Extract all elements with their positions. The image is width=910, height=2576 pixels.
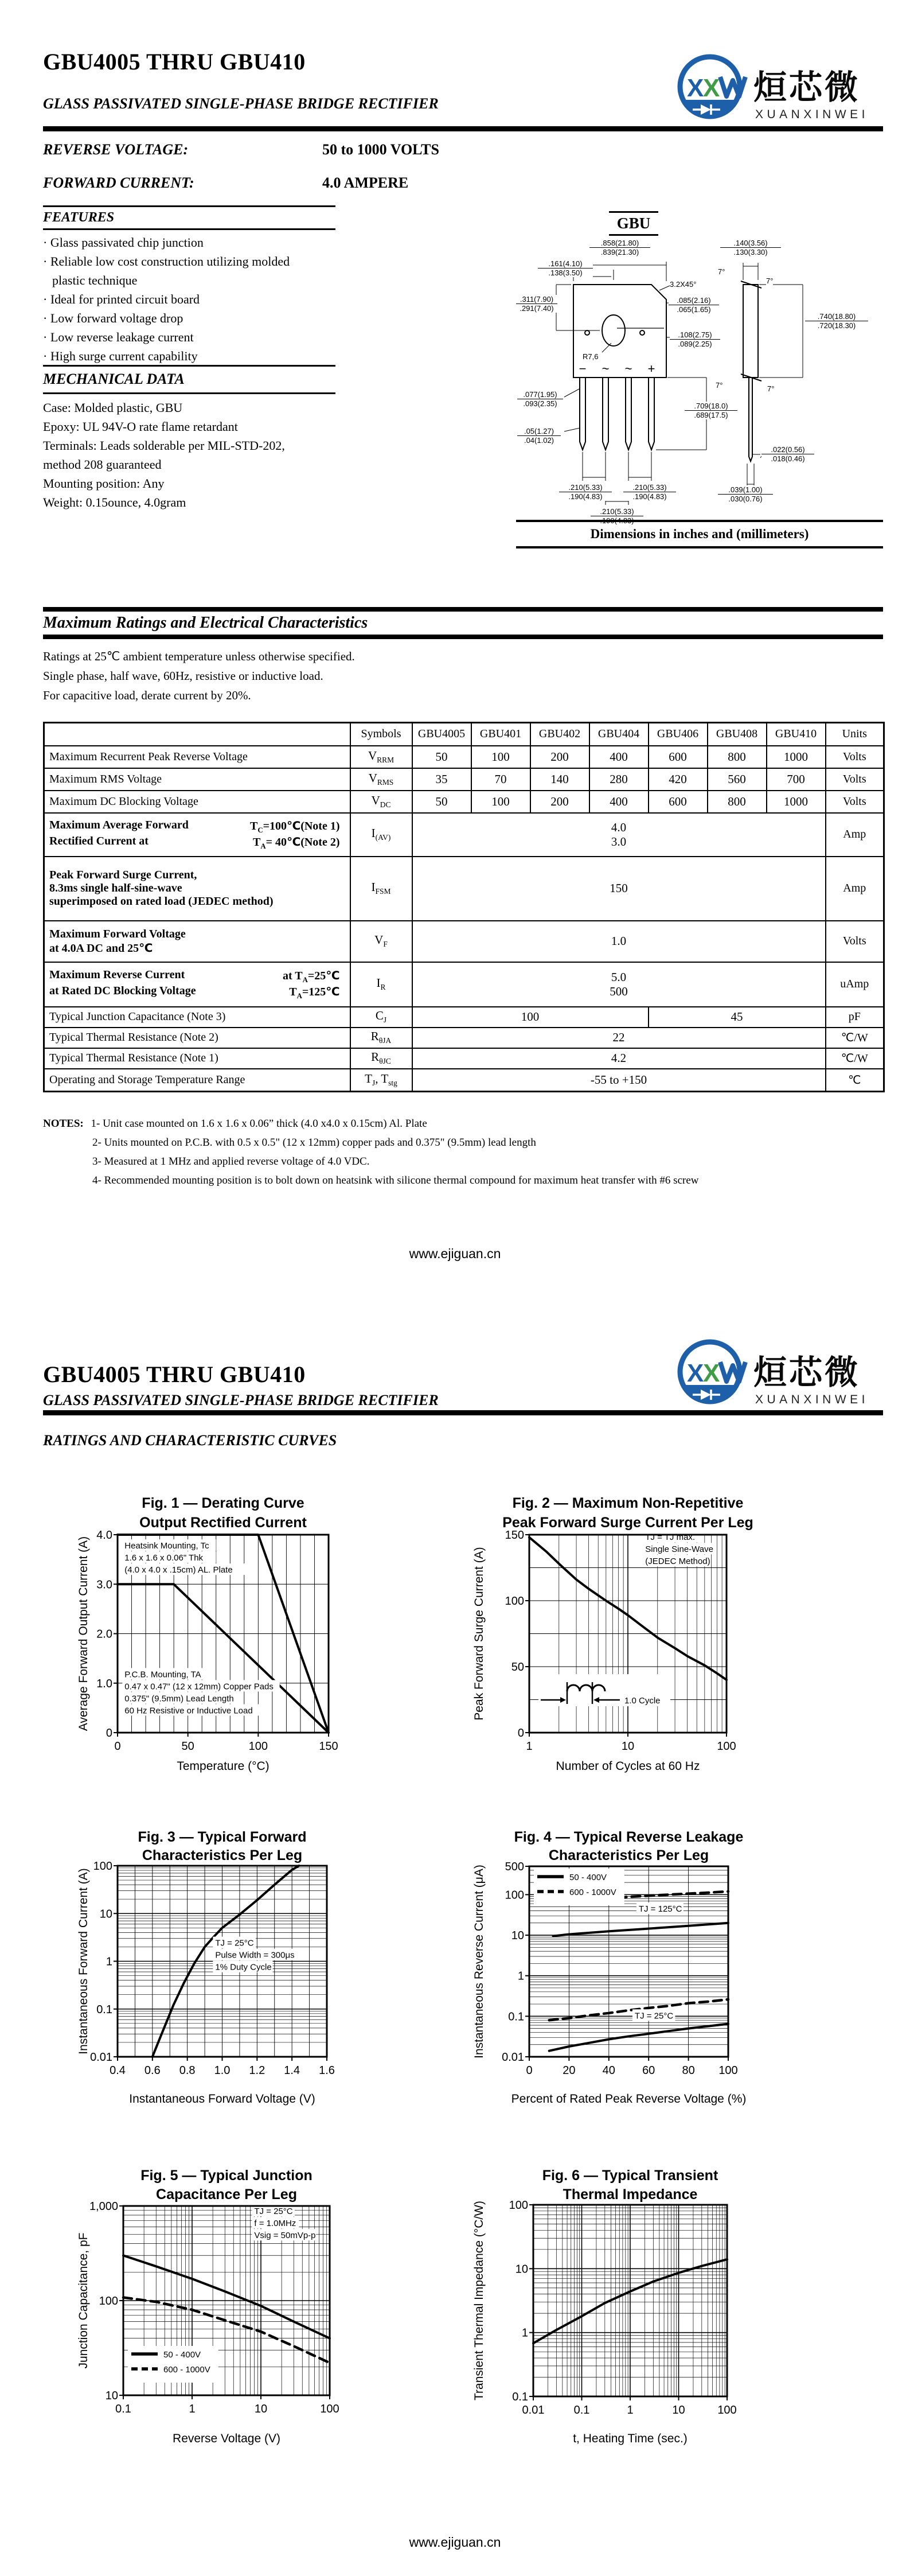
- svg-text:150: 150: [319, 1740, 338, 1753]
- page2-header-divider: [43, 1410, 883, 1415]
- svg-text:TJ = 25°C: TJ = 25°C: [254, 2207, 293, 2217]
- svg-text:TJ = 25°C: TJ = 25°C: [215, 1938, 254, 1948]
- svg-text:0.8: 0.8: [179, 2064, 196, 2077]
- dim-side-thickness-top: .140(3.56) .130(3.30): [720, 239, 781, 256]
- fig1-chart: [75, 1480, 470, 1784]
- logo-english-name: XUANXINWEI: [755, 108, 869, 121]
- svg-text:20: 20: [563, 2064, 576, 2077]
- svg-text:0.1: 0.1: [573, 2404, 590, 2417]
- svg-text:Fig. 4 — Typical Reverse Leaka: Fig. 4 — Typical Reverse Leakage: [514, 1829, 744, 1845]
- dim-chamfer-step: .085(2.16) .065(1.65): [669, 296, 719, 314]
- svg-text:2.0: 2.0: [96, 1628, 112, 1641]
- dim-left-height: .311(7.90) .291(7.40): [516, 295, 557, 313]
- svg-text:0.01: 0.01: [502, 2051, 524, 2064]
- features-rule-bottom: [43, 228, 335, 230]
- svg-text:0.1: 0.1: [115, 2403, 131, 2415]
- page-subtitle: GLASS PASSIVATED SINGLE-PHASE BRIDGE RECTIFIER: [43, 95, 439, 112]
- table-row-cj: Typical Junction Capacitance (Note 3) $C_J$ 100 45 pF: [44, 1007, 884, 1028]
- page2-footer-url[interactable]: www.ejiguan.cn: [409, 2535, 501, 2550]
- svg-text:1.6 x 1.6 x 0.06" Thk: 1.6 x 1.6 x 0.06" Thk: [124, 1553, 204, 1563]
- page1-footer-url[interactable]: www.ejiguan.cn: [409, 1246, 501, 1261]
- table-row-tj-tstg: Operating and Storage Temperature Range $T_J$, $T_{stg}$ -55 to +150 ℃: [44, 1069, 884, 1092]
- mech-line: Terminals: Leads solderable per MIL-STD-202,: [43, 438, 285, 453]
- svg-text:X: X: [687, 1359, 704, 1387]
- svg-text:0: 0: [114, 1740, 121, 1753]
- dim-angle-4: 7°: [767, 384, 775, 393]
- fig6-chart: [470, 2154, 872, 2464]
- package-name-box: [596, 211, 671, 236]
- svg-text:100: 100: [505, 1595, 524, 1608]
- reverse-voltage-value: 50 to 1000 VOLTS: [322, 141, 439, 158]
- note-1: 1- Unit case mounted on 1.6 x 1.6 x 0.06” thick (4.0 x4.0 x 0.15cm) Al. Plate: [91, 1118, 427, 1130]
- dim-lead-width: .05(1.27) .04(1.02): [517, 427, 561, 445]
- dim-pitch-left: .210(5.33) .190(4.83): [559, 483, 612, 501]
- feature-item: · Low forward voltage drop: [43, 311, 183, 325]
- logo-letter-x1: X: [687, 74, 704, 102]
- col-gbu408: GBU408: [708, 723, 767, 746]
- svg-text:0.4: 0.4: [110, 2064, 126, 2077]
- col-gbu404: GBU404: [589, 723, 649, 746]
- svg-text:Thermal Impedance: Thermal Impedance: [563, 2186, 698, 2203]
- svg-text:50 - 400V: 50 - 400V: [569, 1873, 607, 1882]
- dim-pitch-right: .210(5.33) .190(4.83): [623, 483, 676, 501]
- svg-text:P.C.B. Mounting, TA: P.C.B. Mounting, TA: [124, 1670, 201, 1680]
- svg-text:(JEDEC Method): (JEDEC Method): [645, 1557, 710, 1567]
- svg-text:(4.0 x 4.0 x .15cm) AL. Plate: (4.0 x 4.0 x .15cm) AL. Plate: [124, 1565, 233, 1575]
- table-row-vrrm: Maximum Recurrent Peak Reverse Voltage $V_{RRM}$ 50 100 200 400 600 800 1000 Volts: [44, 746, 884, 768]
- ratings-condition-2: Single phase, half wave, 60Hz, resistive or inductive load.: [43, 669, 323, 683]
- page2-subtitle: GLASS PASSIVATED SINGLE-PHASE BRIDGE RECTIFIER: [43, 1392, 439, 1408]
- logo-chinese-name: 烜芯微: [753, 69, 861, 106]
- table-row-vdc: Maximum DC Blocking Voltage $V_{DC}$ 50 100 200 400 600 800 1000 Volts: [44, 791, 884, 813]
- package-diagram: [516, 240, 883, 527]
- col-units: Units: [826, 723, 884, 746]
- svg-text:0.6: 0.6: [144, 2064, 161, 2077]
- svg-text:10: 10: [99, 1908, 112, 1921]
- svg-text:10: 10: [254, 2403, 268, 2415]
- dim-angle-2: 7°: [766, 277, 774, 285]
- table-row-ir: Maximum Reverse Current at $T_A=25℃$ at Rated DC Blocking Voltage $T_A=125℃$ $I_R$ 5.0 500 uAmp: [44, 962, 884, 1007]
- feature-item: · Glass passivated chip junction: [43, 235, 204, 250]
- table-row-ifsm: Peak Forward Surge Current, 8.3ms single half-sine-wave superimposed on rated load (JEDEC method) $I_{FSM}$ 150 Amp: [44, 857, 884, 921]
- mech-line: Mounting position: Any: [43, 476, 165, 491]
- svg-text:Reverse Voltage (V): Reverse Voltage (V): [173, 2432, 280, 2445]
- ratings-rule-bottom: [43, 635, 883, 639]
- table-row-iav: Maximum Average Forward $T_C=100℃(Note$ 1) Rectified Current at $T_A=$ 40℃(Note 2) $I_{(AV)}$ 4.0 3.0 Amp: [44, 813, 884, 857]
- svg-text:0: 0: [517, 1727, 524, 1740]
- svg-text:0.375" (9.5mm) Lead Length: 0.375" (9.5mm) Lead Length: [124, 1694, 234, 1704]
- svg-text:100: 100: [99, 2295, 118, 2307]
- svg-text:0.1: 0.1: [512, 2391, 528, 2403]
- svg-text:Fig. 2 — Maximum Non-Repetitiv: Fig. 2 — Maximum Non-Repetitive: [512, 1495, 744, 1511]
- mech-line: Case: Molded plastic, GBU: [43, 400, 183, 415]
- svg-text:1% Duty Cycle: 1% Duty Cycle: [215, 1962, 272, 1972]
- svg-text:Heatsink Mounting, Tc: Heatsink Mounting, Tc: [124, 1541, 209, 1551]
- svg-text:烜芯微: 烜芯微: [753, 1354, 861, 1391]
- svg-text:0.47 x 0.47" (12 x 12mm) Coppe: 0.47 x 0.47" (12 x 12mm) Copper Pads: [124, 1682, 274, 1692]
- fig5-chart: [75, 2154, 470, 2464]
- svg-text:100: 100: [717, 2404, 737, 2417]
- notes-label: NOTES:: [43, 1118, 84, 1130]
- svg-text:Fig. 6 — Typical Transient: Fig. 6 — Typical Transient: [542, 2168, 718, 2184]
- company-logo: [675, 1336, 883, 1410]
- feature-item: · Low reverse leakage current: [43, 330, 194, 344]
- table-row-vrms: Maximum RMS Voltage $V_{RMS}$ 35 70 140 280 420 560 700 Volts: [44, 768, 884, 791]
- svg-text:0: 0: [526, 2064, 533, 2077]
- svg-text:100: 100: [718, 2064, 738, 2077]
- ratings-rule-top: [43, 607, 883, 612]
- dim-hole-offset: .161(4.10) .138(3.50): [538, 259, 593, 277]
- svg-text:f = 1.0MHz: f = 1.0MHz: [254, 2219, 296, 2229]
- note-3: 3- Measured at 1 MHz and applied reverse voltage of 4.0 VDC.: [92, 1155, 370, 1168]
- svg-text:100: 100: [717, 1740, 736, 1753]
- svg-text:1.0: 1.0: [214, 2064, 231, 2077]
- mech-rule-bottom: [43, 392, 335, 394]
- mechanical-data-heading: MECHANICAL DATA: [43, 371, 185, 387]
- svg-text:60 Hz Resistive or Inductive L: 60 Hz Resistive or Inductive Load: [124, 1706, 253, 1716]
- svg-text:40: 40: [602, 2064, 615, 2077]
- fig2-chart: [470, 1480, 872, 1784]
- dim-pitch-center: .210(5.33) .190(4.83): [591, 507, 643, 525]
- svg-text:Capacitance Per Leg: Capacitance Per Leg: [156, 2186, 297, 2203]
- svg-text:80: 80: [682, 2064, 695, 2077]
- ratings-table: [43, 722, 885, 1092]
- svg-text:1,000: 1,000: [89, 2200, 118, 2213]
- features-list: [43, 233, 364, 365]
- svg-text:100: 100: [320, 2403, 339, 2415]
- dim-top-width: .858(21.80) .839(21.30): [589, 239, 650, 256]
- svg-text:Single Sine-Wave: Single Sine-Wave: [645, 1544, 713, 1555]
- svg-text:100: 100: [509, 2199, 528, 2212]
- mech-line: Epoxy: UL 94V-O rate flame retardant: [43, 419, 238, 434]
- page-title: GBU4005 THRU GBU410: [43, 49, 306, 75]
- logo-wave-icon: [720, 77, 745, 96]
- svg-text:1.0: 1.0: [96, 1677, 112, 1690]
- svg-text:600 - 1000V: 600 - 1000V: [163, 2365, 210, 2375]
- curves-section-heading: RATINGS AND CHARACTERISTIC CURVES: [43, 1432, 337, 1449]
- svg-text:Instantaneous Reverse Current: Instantaneous Reverse Current (μA): [472, 1865, 486, 2059]
- svg-text:XUANXINWEI: XUANXINWEI: [755, 1393, 869, 1406]
- package-name: GBU: [609, 211, 659, 236]
- svg-text:50: 50: [511, 1661, 524, 1674]
- dim-side-height: .740(18.80) .720(18.30): [805, 312, 868, 330]
- feature-item: · Reliable low cost construction utilizing molded: [43, 254, 290, 269]
- table-row-rthja: Typical Thermal Resistance (Note 2) $R_{\theta JA}$ 22 ℃/W: [44, 1028, 884, 1048]
- svg-text:Characteristics Per Leg: Characteristics Per Leg: [142, 1847, 303, 1863]
- polarity-ac2: ~: [624, 361, 632, 376]
- feature-item: plastic technique: [52, 273, 138, 287]
- feature-item: · High surge current capability: [43, 349, 198, 363]
- svg-text:Peak Forward Surge Current (A): Peak Forward Surge Current (A): [472, 1547, 486, 1721]
- dim-lead-length: .709(18.0) .689(17.5): [685, 402, 737, 419]
- svg-text:50 - 400V: 50 - 400V: [163, 2350, 201, 2360]
- header-divider: [43, 126, 883, 131]
- svg-text:4.0: 4.0: [96, 1529, 112, 1542]
- svg-text:TJ = TJ max.: TJ = TJ max.: [645, 1532, 696, 1543]
- svg-text:60: 60: [642, 2064, 655, 2077]
- svg-text:10: 10: [515, 2263, 528, 2276]
- logo-letter-x2: X: [703, 74, 720, 102]
- svg-text:50: 50: [181, 1740, 194, 1753]
- company-logo: [675, 50, 883, 125]
- features-heading: FEATURES: [43, 210, 115, 225]
- svg-text:600 - 1000V: 600 - 1000V: [569, 1888, 616, 1897]
- svg-text:Percent of Rated Peak Reverse: Percent of Rated Peak Reverse Voltage (%): [511, 2092, 747, 2106]
- ratings-heading: Maximum Ratings and Electrical Characteristics: [43, 614, 368, 632]
- svg-text:1: 1: [106, 1955, 112, 1968]
- svg-text:1.4: 1.4: [284, 2064, 300, 2077]
- svg-text:t, Heating Time (sec.): t, Heating Time (sec.): [573, 2432, 688, 2445]
- logo-graphic-icon: [675, 1336, 883, 1410]
- svg-text:0: 0: [106, 1727, 112, 1740]
- svg-text:1: 1: [517, 1970, 524, 1983]
- table-row-rthjc: Typical Thermal Resistance (Note 1) $R_{\theta JC}$ 4.2 ℃/W: [44, 1048, 884, 1069]
- svg-text:100: 100: [93, 1860, 112, 1873]
- svg-text:100: 100: [248, 1740, 268, 1753]
- svg-text:Junction Capacitance, pF: Junction Capacitance, pF: [77, 2232, 90, 2369]
- ratings-condition-3: For capacitive load, derate current by 20%.: [43, 688, 251, 702]
- svg-text:Number of Cycles at 60 Hz: Number of Cycles at 60 Hz: [556, 1760, 700, 1773]
- notes-block: [43, 1114, 886, 1190]
- col-gbu406: GBU406: [649, 723, 708, 746]
- feature-item: · Ideal for printed circuit board: [43, 292, 200, 306]
- svg-text:Output Rectified Current: Output Rectified Current: [139, 1515, 307, 1531]
- svg-text:1.6: 1.6: [319, 2064, 335, 2077]
- polarity-ac1: ~: [602, 361, 610, 376]
- mech-line: Weight: 0.15ounce, 4.0gram: [43, 495, 186, 509]
- svg-text:500: 500: [505, 1861, 524, 1873]
- svg-text:Pulse Width = 300μs: Pulse Width = 300μs: [215, 1950, 295, 1960]
- svg-text:0.1: 0.1: [96, 2003, 112, 2016]
- svg-text:Characteristics Per Leg: Characteristics Per Leg: [548, 1847, 709, 1863]
- svg-text:0.1: 0.1: [508, 2010, 524, 2024]
- svg-text:10: 10: [672, 2404, 685, 2417]
- svg-text:TJ = 125°C: TJ = 125°C: [638, 1904, 682, 1915]
- page2-title: GBU4005 THRU GBU410: [43, 1361, 306, 1387]
- svg-text:1: 1: [521, 2326, 528, 2340]
- svg-text:Instantaneous Forward Voltage: Instantaneous Forward Voltage (V): [129, 2092, 315, 2106]
- logo-graphic-icon: [675, 50, 883, 125]
- table-header-row: [44, 723, 884, 746]
- polarity-plus: +: [647, 361, 655, 376]
- svg-text:100: 100: [505, 1889, 524, 1902]
- dim-angle-3: 7°: [716, 381, 723, 390]
- dim-right-step: .108(2.75) .089(2.25): [670, 330, 720, 348]
- svg-text:Temperature (°C): Temperature (°C): [177, 1760, 270, 1773]
- col-gbu410: GBU410: [767, 723, 826, 746]
- svg-text:150: 150: [505, 1529, 524, 1542]
- mech-rule-top: [43, 365, 335, 367]
- svg-text:3.0: 3.0: [96, 1578, 112, 1591]
- dim-angle-1: 7°: [718, 267, 725, 276]
- svg-text:Fig. 5 — Typical Junction: Fig. 5 — Typical Junction: [140, 2168, 313, 2184]
- svg-text:X: X: [703, 1359, 720, 1387]
- svg-text:0.01: 0.01: [90, 2051, 112, 2064]
- svg-text:1: 1: [526, 1740, 533, 1753]
- forward-current-label: FORWARD CURRENT:: [43, 174, 194, 191]
- col-gbu4005: GBU4005: [412, 723, 471, 746]
- svg-text:Transient Thermal Impedance (°: Transient Thermal Impedance (°C/W): [472, 2200, 486, 2401]
- note-4: 4- Recommended mounting position is to bolt down on heatsink with silicone thermal compound for maximum heat transfer with #6 screw: [92, 1174, 699, 1186]
- mechanical-data-list: [43, 398, 387, 512]
- svg-text:0.01: 0.01: [522, 2404, 545, 2417]
- svg-text:Fig. 3 — Typical Forward: Fig. 3 — Typical Forward: [138, 1829, 307, 1845]
- svg-text:Fig. 1 — Derating Curve: Fig. 1 — Derating Curve: [142, 1495, 304, 1511]
- svg-text:Average Forward Output Current: Average Forward Output Current (A): [77, 1536, 90, 1731]
- svg-text:Peak Forward Surge Current Per: Peak Forward Surge Current Per Leg: [502, 1515, 753, 1531]
- svg-text:1: 1: [627, 2404, 634, 2417]
- dim-chamfer: 3.2X45°: [670, 280, 697, 289]
- svg-text:1: 1: [189, 2403, 196, 2415]
- col-gbu402: GBU402: [530, 723, 589, 746]
- svg-text:10: 10: [105, 2390, 118, 2402]
- svg-text:Instantaneous Forward Current: Instantaneous Forward Current (A): [77, 1868, 90, 2054]
- table-row-vf: Maximum Forward Voltage at 4.0A DC and 25℃ $V_F$ 1.0 Volts: [44, 921, 884, 962]
- svg-text:1.2: 1.2: [249, 2064, 265, 2077]
- col-gbu401: GBU401: [471, 723, 530, 746]
- polarity-minus: −: [579, 361, 587, 376]
- dim-lead-tip: .022(0.56) .018(0.46): [761, 445, 814, 463]
- svg-text:10: 10: [511, 1929, 524, 1943]
- svg-text:10: 10: [621, 1740, 635, 1753]
- fig3-chart: [75, 1813, 470, 2123]
- features-rule-top: [43, 205, 335, 207]
- svg-text:TJ = 25°C: TJ = 25°C: [634, 2011, 674, 2021]
- col-symbols: Symbols: [350, 723, 412, 746]
- package-caption: Dimensions in inches and (millimeters): [516, 520, 883, 548]
- dim-lead-offset: .077(1.95) .093(2.35): [517, 390, 563, 408]
- note-2: 2- Units mounted on P.C.B. with 0.5 x 0.5" (12 x 12mm) copper pads and 0.375" (9.5mm) lead length: [92, 1137, 536, 1149]
- fig4-chart: [470, 1813, 872, 2123]
- ratings-condition-1: Ratings at 25℃ ambient temperature unless otherwise specified.: [43, 649, 355, 663]
- svg-text:Vsig = 50mVp-p: Vsig = 50mVp-p: [254, 2231, 316, 2241]
- forward-current-value: 4.0 AMPERE: [322, 174, 409, 191]
- mech-line: method 208 guaranteed: [43, 457, 162, 472]
- svg-text:1.0 Cycle: 1.0 Cycle: [624, 1696, 661, 1706]
- dim-lead-thickness: .039(1.00) .030(0.76): [718, 485, 773, 503]
- dim-hole-radius: R7,6: [583, 352, 599, 361]
- reverse-voltage-label: REVERSE VOLTAGE:: [43, 141, 189, 158]
